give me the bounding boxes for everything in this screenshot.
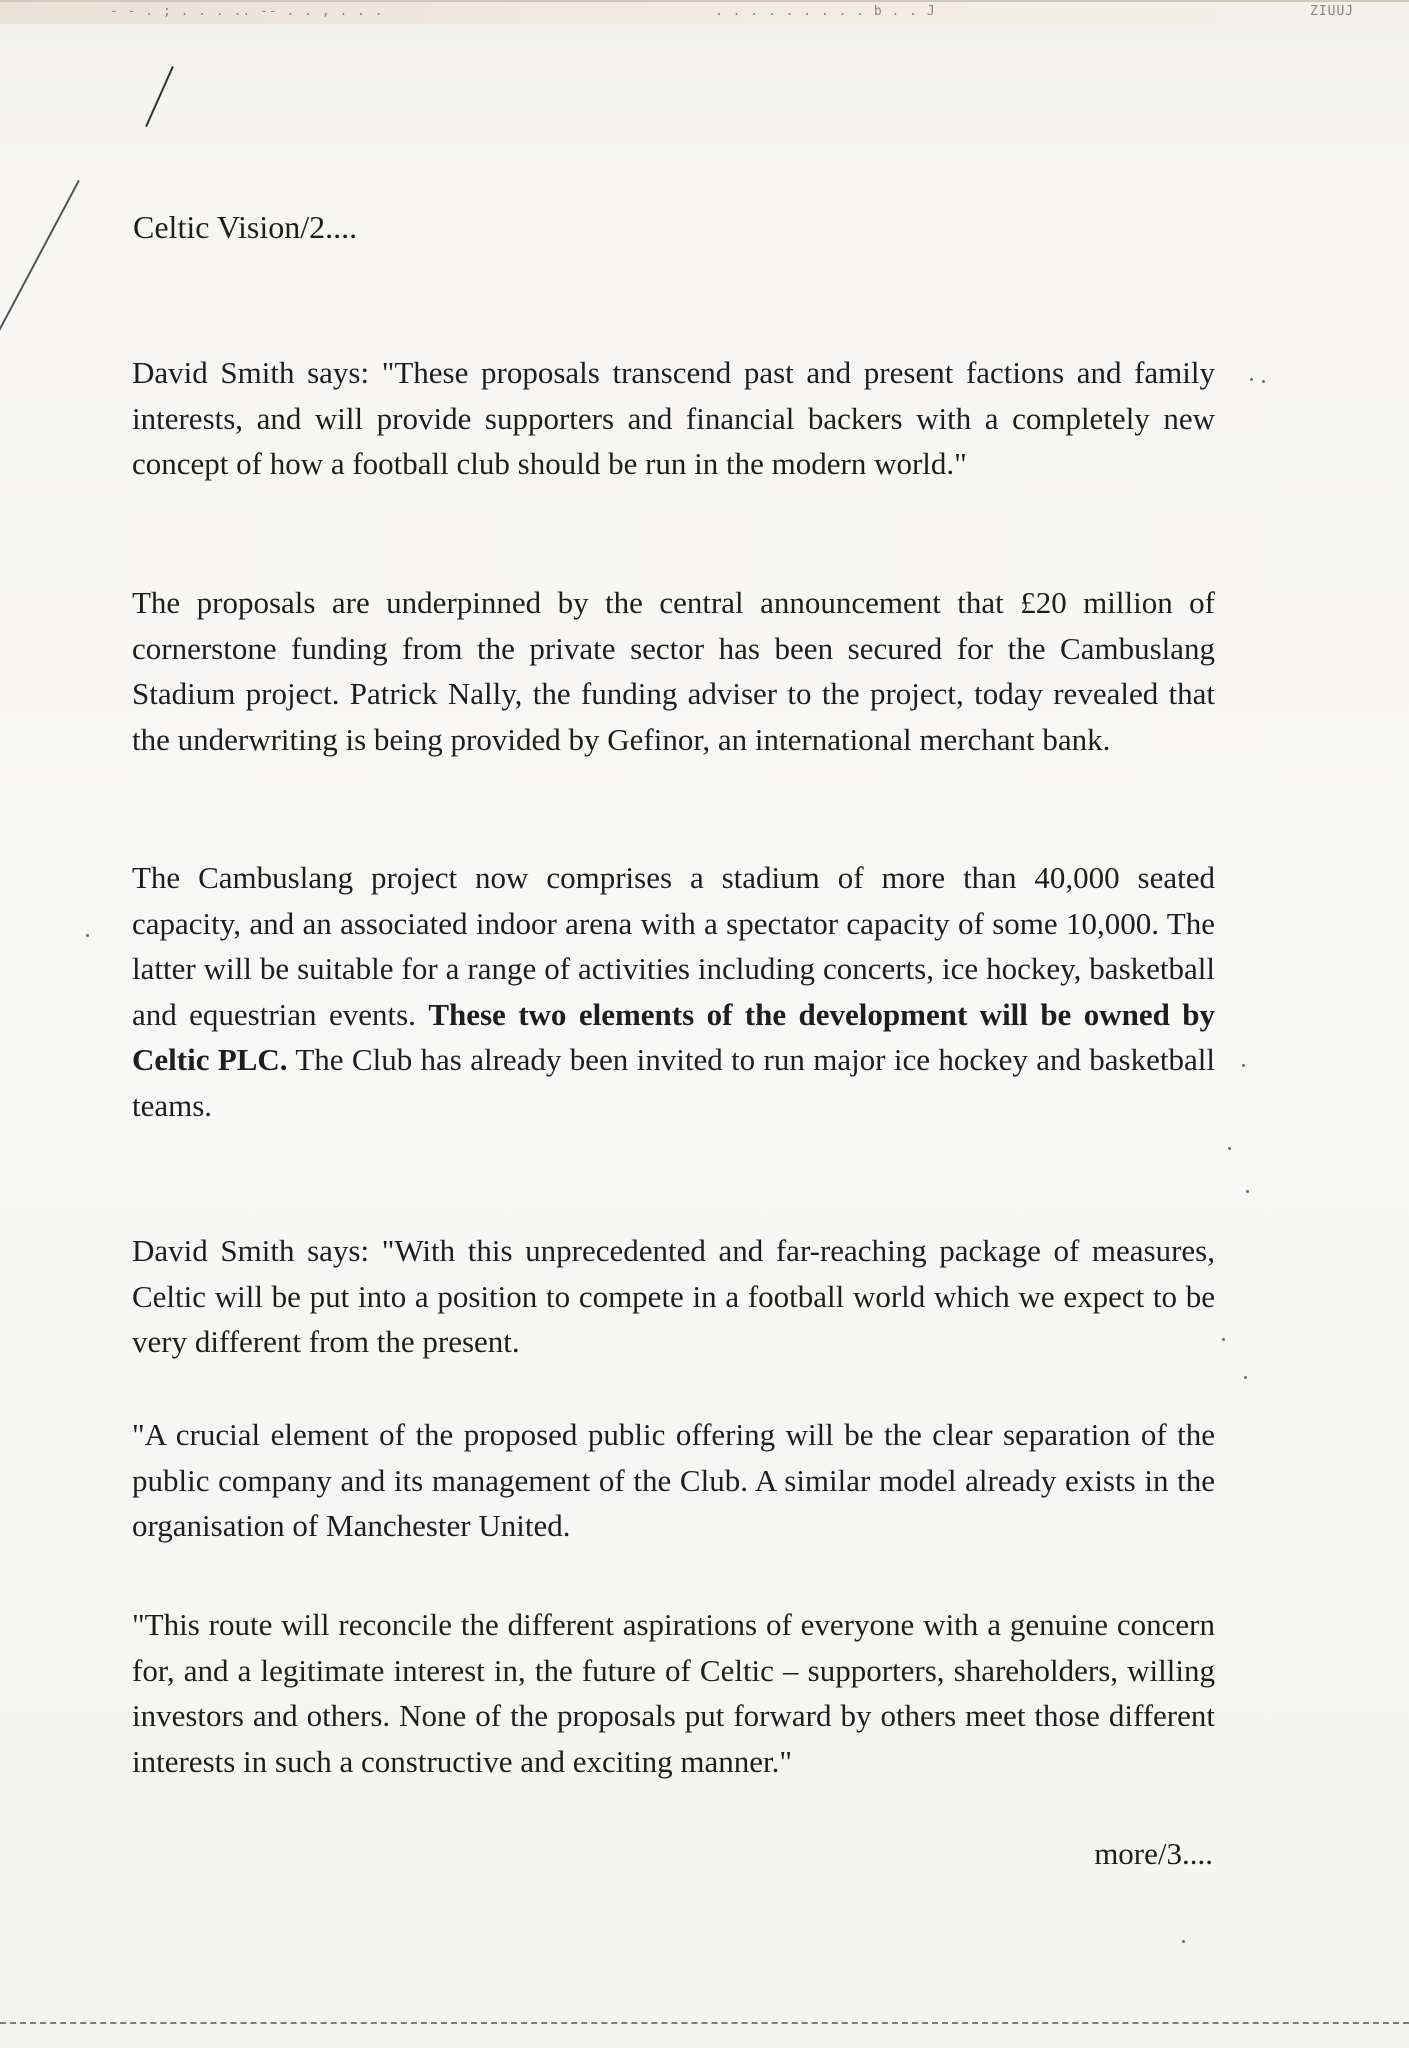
fax-transmission-header — [0, 0, 1409, 24]
page-continuation-heading: Celtic Vision/2.... — [133, 209, 358, 245]
paragraph-1 — [132, 350, 1215, 487]
scan-speck — [1246, 1190, 1249, 1193]
scan-speck — [1182, 1940, 1185, 1943]
scan-speck — [1228, 1147, 1231, 1150]
paragraph-5 — [132, 1412, 1215, 1549]
paragraph-5-text: "A crucial element of the proposed public offering will be the clear separation of the public company and its management of the Club. A similar model already exists in the organisation of Manchester United. — [132, 1417, 1215, 1543]
scan-speck — [1242, 1064, 1245, 1067]
paragraph-6-text: "This route will reconcile the different aspirations of everyone with a genuine concern for, and a legitimate interest in, the future of Celtic – supporters, shareholders, willing investors and others. None of the proposals put forward by others meet those different interests in such a constructive and exciting manner." — [132, 1607, 1215, 1779]
fax-header-text-middle: . . . . . . . . . b . . J — [715, 4, 936, 19]
paragraph-4-text: David Smith says: "With this unprecedented and far-reaching package of measures, Celtic will be put into a position to compete in a football world which we expect to be very different from the present. — [132, 1233, 1215, 1359]
pen-stroke-mark-long — [0, 180, 80, 331]
scan-speck — [1222, 1338, 1225, 1341]
paragraph-3 — [132, 855, 1215, 1128]
paragraph-6 — [132, 1602, 1215, 1784]
paragraph-3-body: The Cambuslang project now comprises a stadium of more than 40,000 seated capacity, and an associated indoor arena with a spectator capacity of some 10,000. The latter will be suitable for a range of activities including concerts, ice hockey, basketball and equestrian events. — [132, 860, 1215, 1032]
fax-header-text-right: ZIUUJ — [1310, 4, 1355, 19]
paragraph-3-tail: The Club has already been invited to run major ice hockey and basketball teams. — [132, 1042, 1215, 1123]
paragraph-3-text — [132, 855, 1215, 1128]
fax-header-text-left: - - . ; . . . .. -- . . , . . . — [110, 4, 384, 19]
scan-speck — [1244, 1376, 1247, 1379]
scan-speck — [86, 934, 89, 937]
continued-on-next-page-note: more/3.... — [1094, 1836, 1213, 1871]
paragraph-1-text: David Smith says: "These proposals transcend past and present factions and family interests, and will provide supporters and financial backers with a completely new concept of how a football club should be run in the modern world." — [132, 355, 1215, 481]
pen-stroke-mark — [145, 66, 174, 127]
fax-transmission-footer — [0, 2022, 1409, 2024]
paragraph-4 — [132, 1228, 1215, 1365]
paragraph-2 — [132, 580, 1215, 762]
scan-speck — [1250, 378, 1253, 381]
paragraph-2-text: The proposals are underpinned by the central announcement that £20 million of cornerstone funding from the private sector has been secured for the Cambuslang Stadium project. Patrick Nally, the funding adviser to the project, today revealed that the underwriting is being provided by Gefinor, an international merchant bank. — [132, 585, 1215, 757]
paragraph-3-bold-statement: These two elements of the development will be owned by Celtic PLC. — [132, 996, 1215, 1077]
scan-speck — [1262, 380, 1265, 383]
